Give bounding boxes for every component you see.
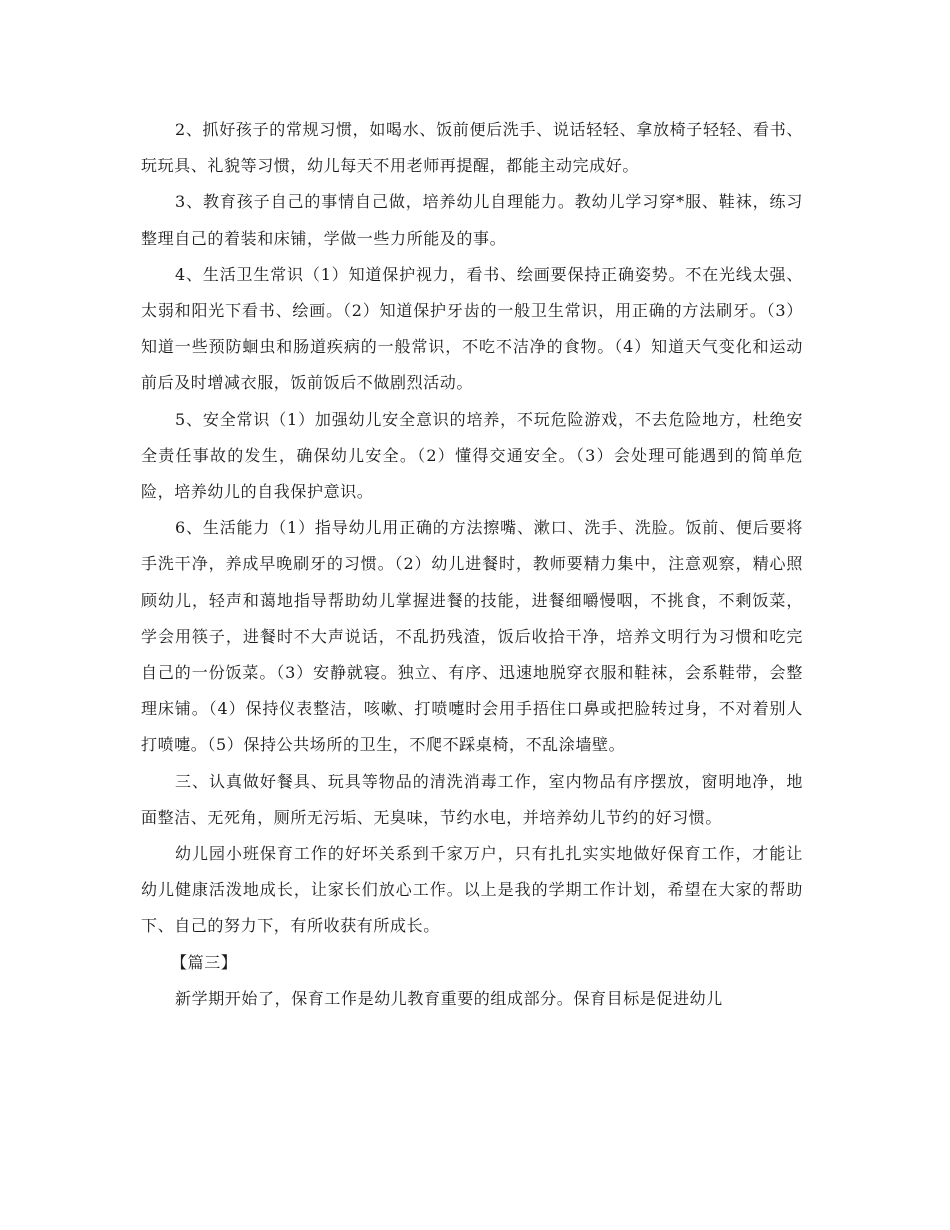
- paragraph-new-semester: 新学期开始了，保育工作是幼儿教育重要的组成部分。保育目标是促进幼儿: [175, 988, 723, 1008]
- paragraph-safety: 5、安全常识（1）加强幼儿安全意识的培养，不玩危险游戏，不去危险地方，杜绝安全责任事故的发生，确保幼儿安全。（2）懂得交通安全。（3）会处理可能遇到的简单危险，培养幼儿的自我保护意识。: [141, 409, 803, 502]
- paragraph-life-skills: 6、生活能力（1）指导幼儿用正确的方法擦嘴、漱口、洗手、洗脸。饭前、便后要将手洗干净，养成早晚刷牙的习惯。（2）幼儿进餐时，教师要精力集中，注意观察，精心照顾幼儿，轻声和蔼地指导帮助幼儿掌握进餐的技能，进餐细嚼慢咽，不挑食，不剩饭菜，学会用筷子，进餐时不大声说话，不乱扔残渣，饭后收拾干净，培养文明行为习惯和吃完自己的一份饭菜。（3）安静就寝。独立、有序、迅速地脱穿衣服和鞋袜，会系鞋带，会整理床铺。（4）保持仪表整洁，咳嗽、打喷嚏时会用手捂住口鼻或把脸转过身，不对着别人打喷嚏。（5）保持公共场所的卫生，不爬不踩桌椅，不乱涂墙壁。: [141, 518, 803, 755]
- paragraph-self-care: 3、教育孩子自己的事情自己做，培养幼儿自理能力。教幼儿学习穿*服、鞋袜，练习整理自己的着装和床铺，学做一些力所能及的事。: [141, 192, 803, 248]
- paragraph-hygiene: 4、生活卫生常识（1）知道保护视力，看书、绘画要保持正确姿势。不在光线太强、太弱和阳光下看书、绘画。（2）知道保护牙齿的一般卫生常识，用正确的方法刷牙。（3）知道一些预防蛔虫和肠道疾病的一般常识，不吃不洁净的食物。（4）知道天气变化和运动前后及时增减衣服，饭前饭后不做剧烈活动。: [141, 264, 803, 393]
- section-heading: 【篇三】: [171, 952, 238, 972]
- paragraph-habits: 2、抓好孩子的常规习惯，如喝水、饭前便后洗手、说话轻轻、拿放椅子轻轻、看书、玩玩具、礼貌等习惯，幼儿每天不用老师再提醒，都能主动完成好。: [141, 120, 803, 176]
- document-body: [141, 112, 803, 1017]
- paragraph-disinfection: 三、认真做好餐具、玩具等物品的清洗消毒工作，室内物品有序摆放，窗明地净，地面整洁、无死角，厕所无污垢、无臭味，节约水电，并培养幼儿节约的好习惯。: [141, 771, 803, 827]
- paragraph-conclusion: 幼儿园小班保育工作的好坏关系到千家万户，只有扎扎实实地做好保育工作，才能让幼儿健康活泼地成长，让家长们放心工作。以上是我的学期工作计划，希望在大家的帮助下、自己的努力下，有所收获有所成长。: [141, 844, 803, 936]
